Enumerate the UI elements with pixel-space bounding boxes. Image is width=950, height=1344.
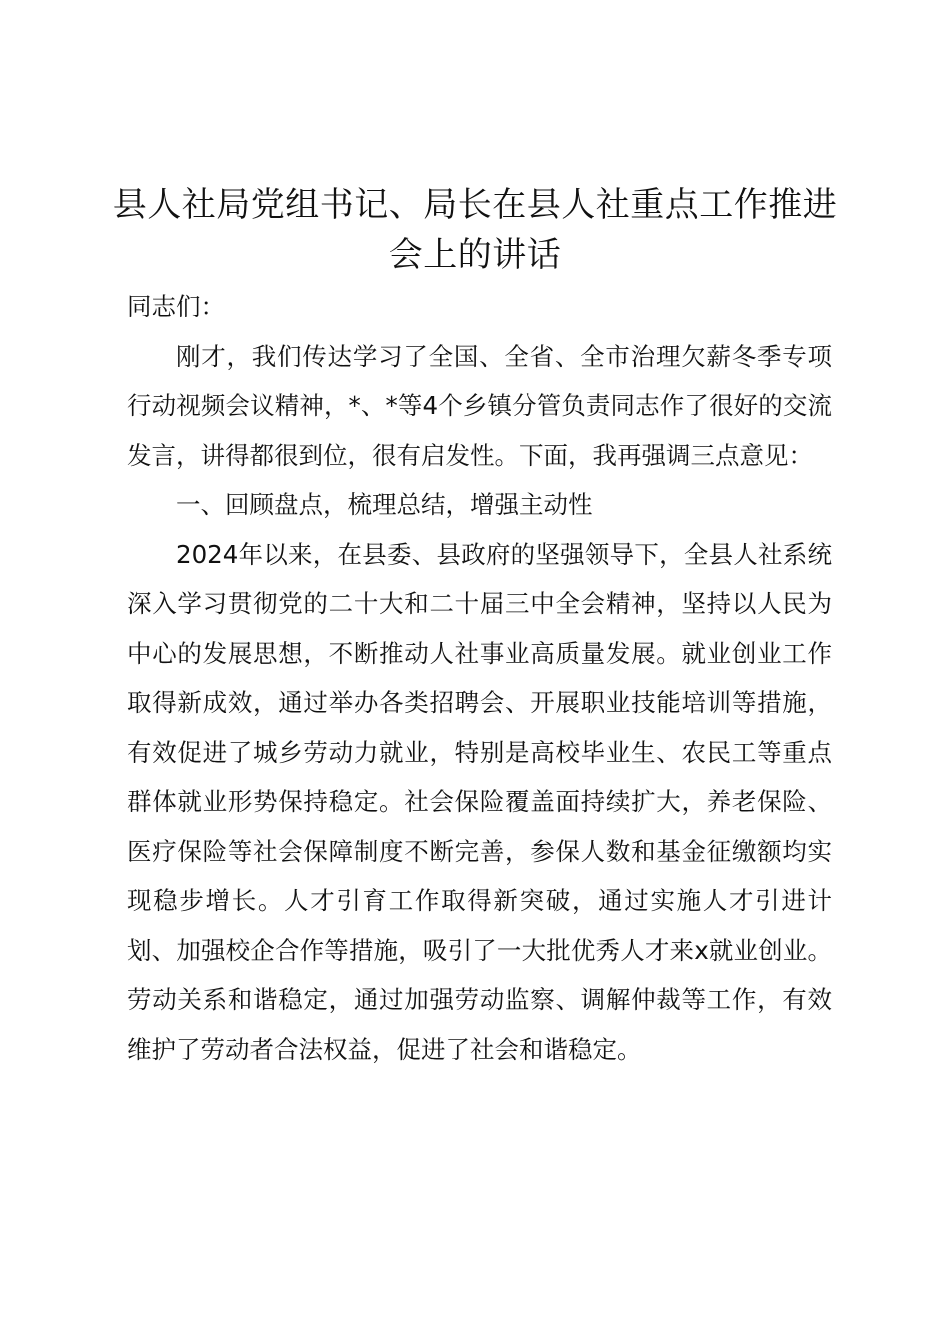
paragraph-review: 2024年以来，在县委、县政府的坚强领导下，全县人社系统深入学习贯彻党的二十大和二十届三中全会精神，坚持以人民为中心的发展思想，不断推动人社事业高质量发展。就业创业工作取得新成效，通过举办各类招聘会、开展职业技能培训等措施，有效促进了城乡劳动力就业，特别是高校毕业生、农民工等重点群体就业形势保持稳定。社会保险覆盖面持续扩大，养老保险、医疗保险等社会保障制度不断完善，参保人数和基金征缴额均实现稳步增长。人才引育工作取得新突破，通过实施人才引进计划、加强校企合作等措施，吸引了一大批优秀人才来x就业创业。劳动关系和谐稳定，通过加强劳动监察、调解仲裁等工作，有效维护了劳动者合法权益，促进了社会和谐稳定。 bbox=[127, 539, 832, 1064]
section-heading-1: 一、回顾盘点，梳理总结，增强主动性 bbox=[176, 490, 593, 519]
document-body bbox=[127, 282, 832, 1074]
greeting: 同志们： bbox=[127, 292, 225, 321]
document-title: 县人社局党组书记、局长在县人社重点工作推进会上的讲话 bbox=[112, 185, 838, 275]
paragraph-intro: 刚才，我们传达学习了全国、全省、全市治理欠薪冬季专项行动视频会议精神，*、*等4个乡镇分管负责同志作了很好的交流发言，讲得都很到位，很有启发性。下面，我再强调三点意见： bbox=[127, 341, 832, 470]
